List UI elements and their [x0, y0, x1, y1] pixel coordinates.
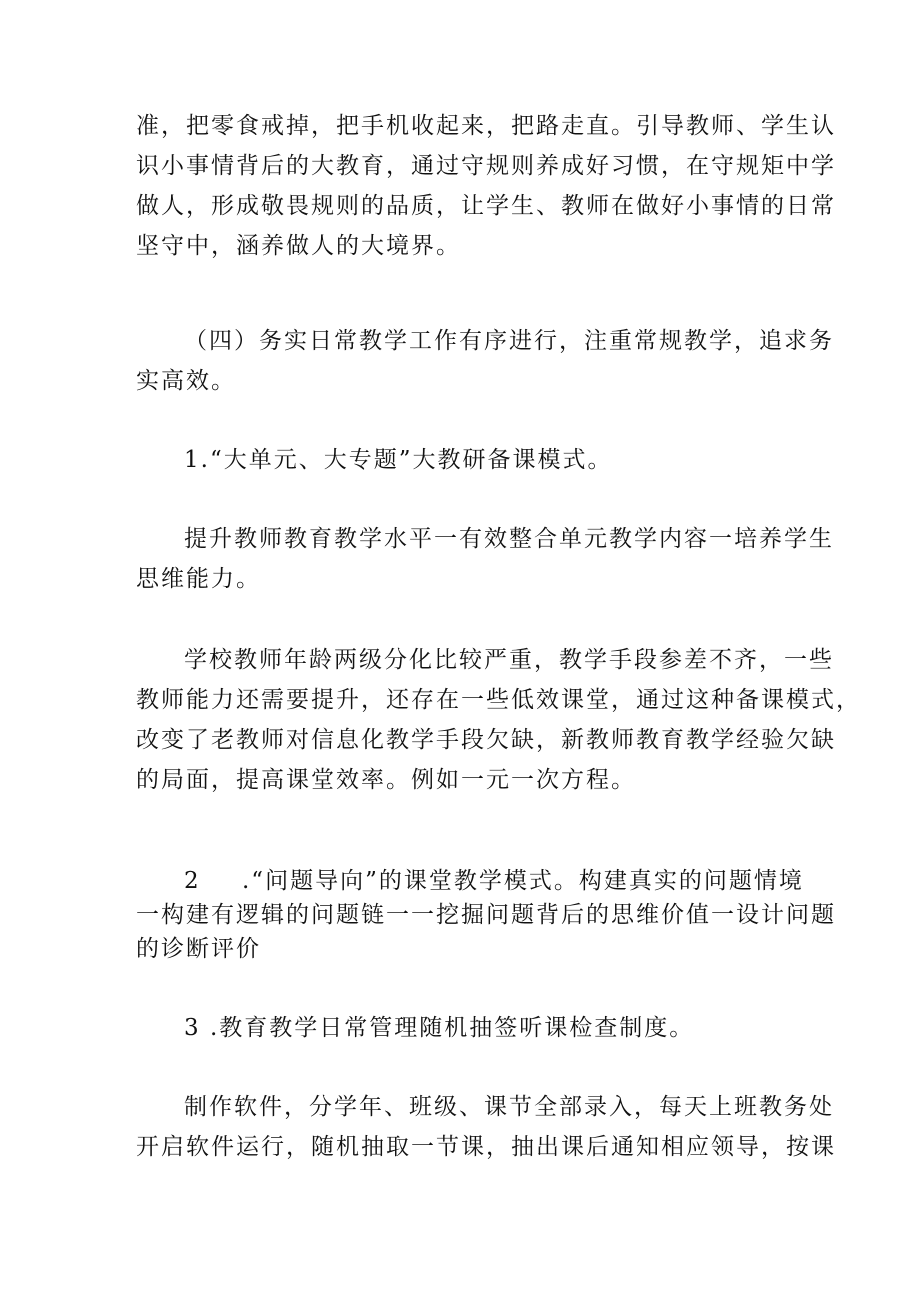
text-line: 提升教师教育教学水平一有效整合单元教学内容一培养学生: [184, 526, 834, 552]
text-line: 识小事情背后的大教育，通过守规则养成好习惯，在守规矩中学: [136, 153, 836, 179]
item-heading-1: [136, 440, 796, 480]
text-line: 的局面，提高课堂效率。例如一元一次方程。: [136, 767, 636, 793]
text-line: [136, 864, 804, 898]
text-line: 教师能力还需要提升，还存在一些低效课堂，通过这种备课模式，: [136, 687, 861, 713]
paragraph-teacher-age: [136, 640, 861, 800]
text-line: 3 .教育教学日常管理随机抽签听课检查制度。: [184, 1015, 695, 1041]
text-line: 1.“大单元、大专题”大教研备课模式。: [184, 447, 613, 473]
text-line: 学校教师年龄两级分化比较严重，教学手段参差不齐，一些: [184, 647, 834, 673]
text-line: 坚守中，涵养做人的大境界。: [136, 233, 461, 259]
text-line: 制作软件，分学年、班级、课节全部录入，每天上班教务处: [184, 1094, 834, 1120]
section-heading-four: [136, 321, 834, 401]
text-line: 准，把零食戒掉，把手机收起来，把路走直。引导教师、学生认: [136, 113, 836, 139]
paragraph-improve-teaching: [136, 519, 834, 599]
item-heading-3: [136, 1008, 796, 1048]
paragraph-software: [136, 1087, 836, 1167]
text-line: 的诊断评价: [136, 936, 261, 962]
paragraph-rules-habits: [136, 106, 836, 266]
text-line: 实高效。: [136, 368, 236, 394]
item-text: .“问题导向”的课堂教学模式。构建真实的问题情境: [242, 868, 804, 894]
text-line: 做人，形成敬畏规则的品质，让学生、教师在做好小事情的日常: [136, 193, 836, 219]
item-heading-2: [136, 864, 836, 966]
text-line: 改变了老教师对信息化教学手段欠缺，新教师教育教学经验欠缺: [136, 727, 836, 753]
item-number: 2: [184, 868, 201, 894]
text-line: 思维能力。: [136, 566, 261, 592]
text-line: 开启软件运行，随机抽取一节课，抽出课后通知相应领导，按课: [136, 1134, 836, 1160]
text-line: （四）务实日常教学工作有序进行，注重常规教学，追求务: [184, 328, 834, 354]
text-line: 一构建有逻辑的问题链一一挖掘问题背后的思维价值一设计问题: [136, 902, 836, 928]
